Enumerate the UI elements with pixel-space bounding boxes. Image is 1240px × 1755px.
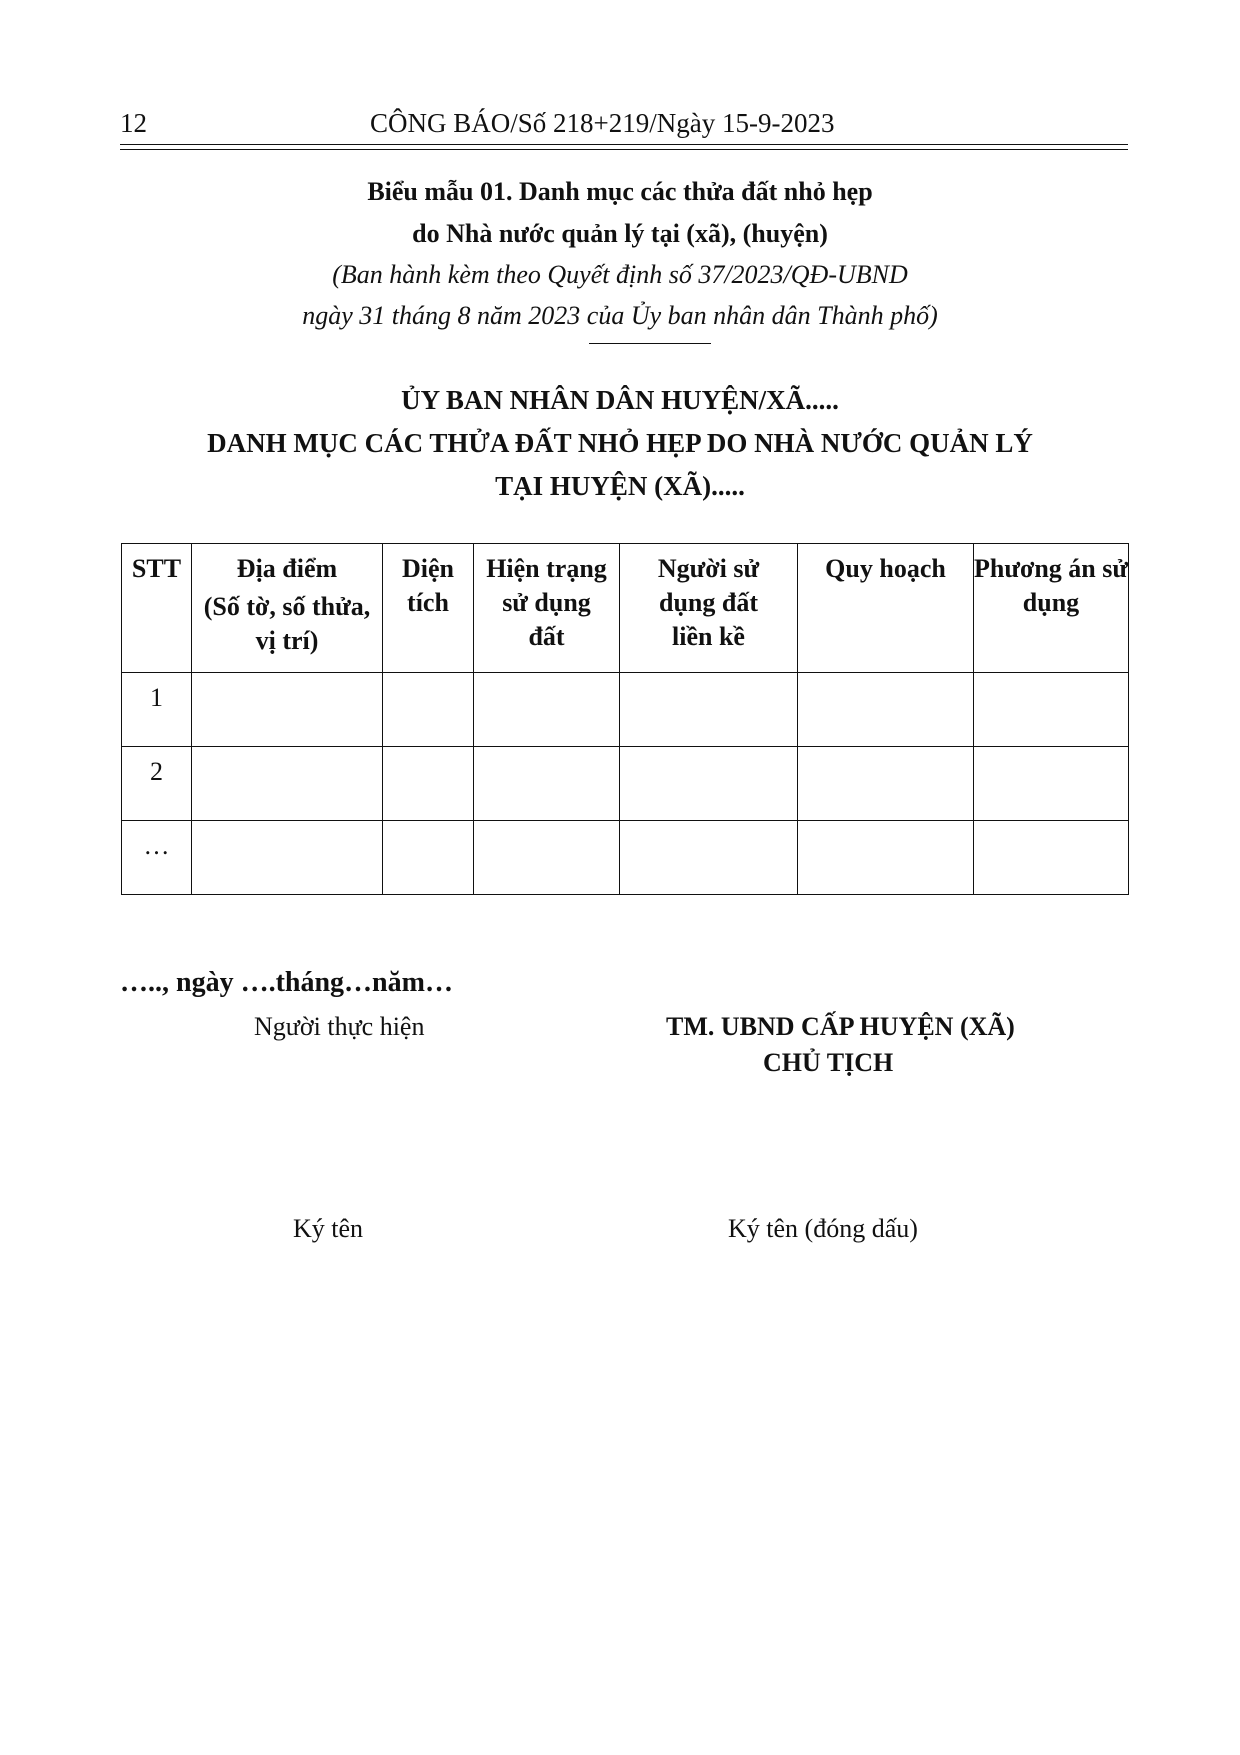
col-header-adjacent-user: Người sử dụng đất liền kề <box>620 544 798 673</box>
list-heading-line2: TẠI HUYỆN (XÃ)..... <box>495 471 745 501</box>
table-row <box>122 821 1129 895</box>
list-heading-line1: DANH MỤC CÁC THỬA ĐẤT NHỎ HẸP DO NHÀ NƯỚC QUẢN LÝ <box>207 428 1033 458</box>
table-cell <box>620 747 798 821</box>
committee-signatory: TM. UBND CẤP HUYỆN (XÃ) <box>666 1012 1015 1041</box>
table-cell <box>383 673 474 747</box>
signature-right: Ký tên (đóng dấu) <box>728 1214 918 1243</box>
table-cell <box>620 673 798 747</box>
gazette-title: CÔNG BÁO/Số 218+219/Ngày 15-9-2023 <box>370 108 835 138</box>
col-header-area: Diện tích <box>383 544 474 673</box>
issued-note-line2: ngày 31 tháng 8 năm 2023 của Ủy ban nhân dân Thành phố) <box>302 301 938 330</box>
table-header-row <box>122 544 1129 673</box>
row-stt: 2 <box>122 747 192 821</box>
separator-rule <box>589 343 711 344</box>
col-header-location-label: Địa điểm <box>236 554 338 583</box>
col-header-current-use: Hiện trạng sử dụng đất <box>474 544 620 673</box>
col-header-location <box>192 544 383 673</box>
table-cell <box>974 673 1129 747</box>
table-cell <box>474 747 620 821</box>
table-cell <box>474 821 620 895</box>
col-header-planning: Quy hoạch <box>798 544 974 673</box>
col-header-location-sub: (Số tờ, số thửa, vị trí) <box>203 592 371 655</box>
col-header-stt: STT <box>122 544 192 673</box>
table-cell <box>383 747 474 821</box>
table-cell <box>974 821 1129 895</box>
row-stt: … <box>122 821 192 895</box>
chairman-label: CHỦ TỊCH <box>763 1048 894 1077</box>
table-cell <box>192 673 383 747</box>
col-header-usage-plan: Phương án sử dụng <box>974 544 1129 673</box>
performer-label: Người thực hiện <box>254 1012 425 1041</box>
signature-left: Ký tên <box>293 1214 364 1243</box>
page-number: 12 <box>120 108 147 138</box>
table-cell <box>974 747 1129 821</box>
form-title-line2: do Nhà nước quản lý tại (xã), (huyện) <box>412 219 828 248</box>
table-cell <box>474 673 620 747</box>
issued-note-line1: (Ban hành kèm theo Quyết định số 37/2023/QĐ-UBND <box>332 260 908 289</box>
header-rule-bottom <box>120 149 1128 150</box>
table-cell <box>798 821 974 895</box>
table-cell <box>192 821 383 895</box>
table-cell <box>798 747 974 821</box>
committee-heading: ỦY BAN NHÂN DÂN HUYỆN/XÃ..... <box>401 385 839 415</box>
table-cell <box>798 673 974 747</box>
date-line: ….., ngày ….tháng…năm… <box>120 967 453 998</box>
table-cell <box>620 821 798 895</box>
table-cell <box>192 747 383 821</box>
row-stt: 1 <box>122 673 192 747</box>
form-title-line1: Biểu mẫu 01. Danh mục các thửa đất nhỏ hẹp <box>367 177 873 206</box>
table-row <box>122 747 1129 821</box>
table-row <box>122 673 1129 747</box>
table-cell <box>383 821 474 895</box>
land-plot-table <box>121 543 1129 895</box>
header-rule-top <box>120 144 1128 145</box>
